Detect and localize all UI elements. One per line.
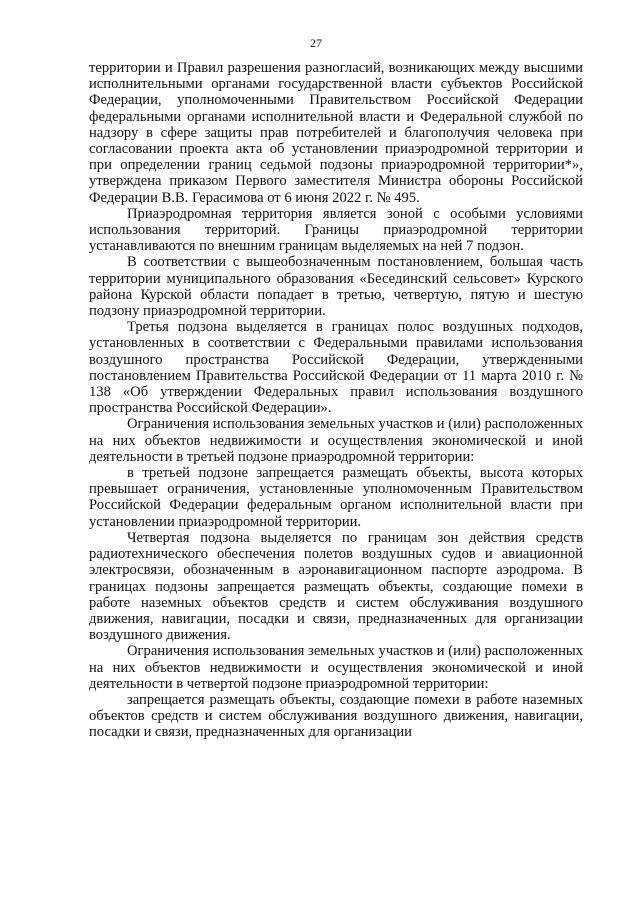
page-number: 27 bbox=[310, 36, 322, 50]
paragraph-fourth-subzone-rule: запрещается размещать объекты, создающие помехи в работе наземных объектов средств и систем обслуживания воздушного движения, навигации, посадки и связи, предназначенных для организации bbox=[89, 691, 583, 741]
paragraph-municipality-subzones: В соответствии с вышеобозначенным постановлением, большая часть территории муниципального образования «Бесединский сельсовет» Курского района Курской области попадает в третью, четвертую, пятую и шестую подзону приаэродромной территории. bbox=[89, 254, 583, 320]
paragraph-third-subzone: Третья подзона выделяется в границах полос воздушных подходов, установленных в соответствии с Федеральными правилами использования воздушного пространства Российской Федерации, утвержденными постановлением Правительства Российской Федерации от 11 марта 2010 г. № 138 «Об утверждении Федеральных правил использования воздушного пространства Российской Федерации». bbox=[89, 319, 583, 417]
paragraph-continuation: территории и Правил разрешения разногласий, возникающих между высшими исполнительными органами государственной власти субъектов Российской Федерации, уполномоченными Правительством Российской Федерации федеральными органами исполнительной власти и Федеральной службой по надзору в сфере защиты прав потребителей и благополучия человека при согласовании проекта акта об установлении приаэродромной территории и при определении границ седьмой подзоны приаэродромной территории*», утверждена приказом Первого заместителя Министра обороны Российской Федерации В.В. Герасимова от 6 июня 2022 г. № 495. bbox=[89, 60, 583, 206]
paragraph-fourth-subzone-restrictions: Ограничения использования земельных участков и (или) расположенных на них объектов недвижимости и осуществления экономической и иной деятельности в четвертой подзоне приаэродромной территории: bbox=[89, 643, 583, 692]
document-body bbox=[89, 60, 583, 741]
paragraph-third-subzone-restrictions: Ограничения использования земельных участков и (или) расположенных на них объектов недвижимости и осуществления экономической и иной деятельности в третьей подзоне приаэродромной территории: bbox=[89, 416, 583, 465]
paragraph-fourth-subzone: Четвертая подзона выделяется по границам зон действия средств радиотехнического обеспечения полетов воздушных судов и авиационной электросвязи, обозначенным в аэронавигационном паспорте аэродрома. В границах подзоны запрещается размещать объекты, создающие помехи в работе наземных объектов средств и систем обслуживания воздушного движения, навигации, посадки и связи, предназначенных для организации воздушного движения. bbox=[89, 529, 583, 644]
paragraph-aerodrome-territory: Приаэродромная территория является зоной с особыми условиями использования территорий. Границы приаэродромной территории устанавливаются по внешним границам выделяемых на ней 7 подзон. bbox=[89, 205, 583, 255]
paragraph-third-subzone-rule: в третьей подзоне запрещается размещать объекты, высота которых превышает ограничения, установленные уполномоченным Правительством Российской Федерации федеральным органом исполнительной власти при установлении приаэродромной территории. bbox=[89, 465, 583, 530]
